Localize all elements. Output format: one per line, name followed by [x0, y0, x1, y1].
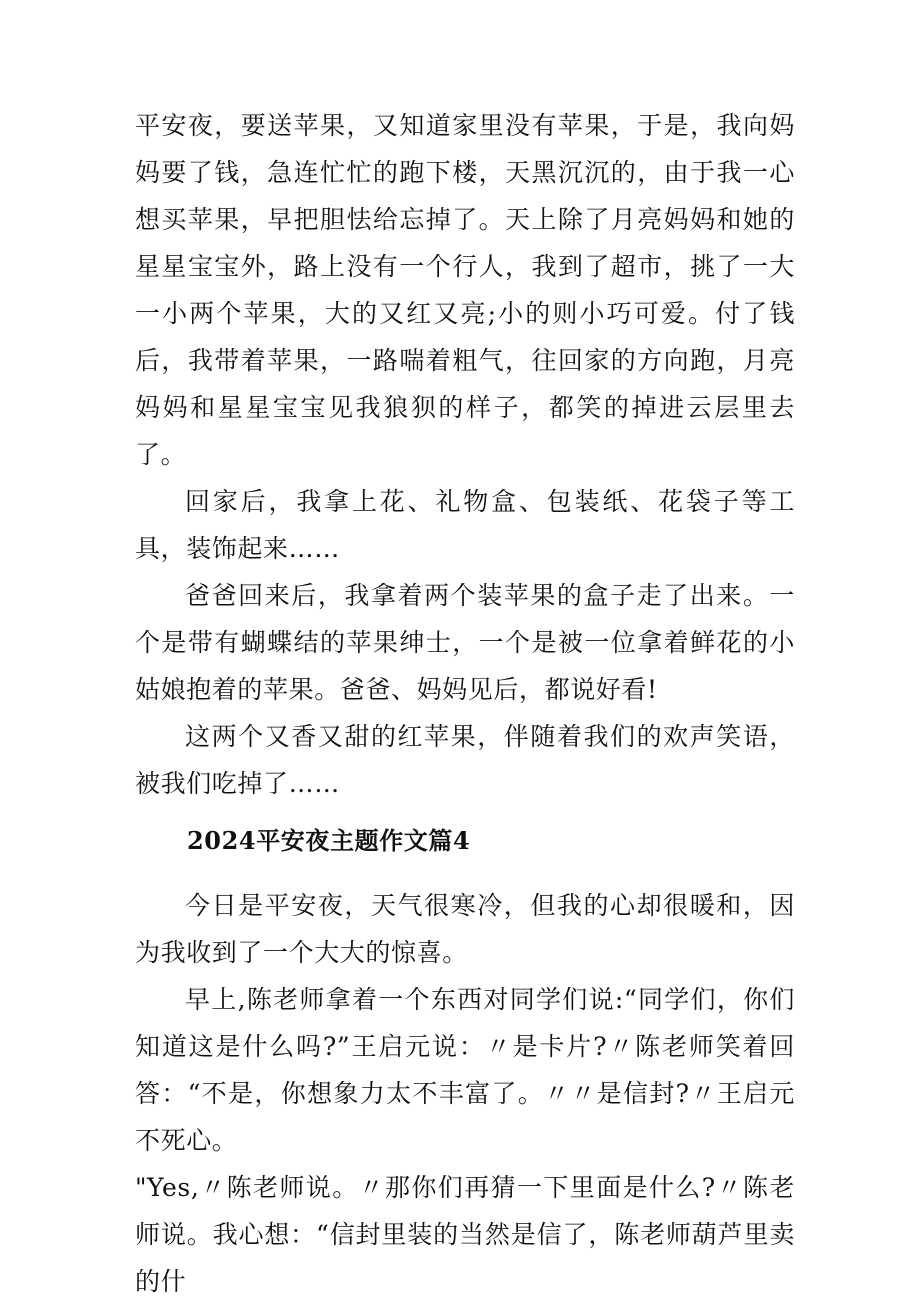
- paragraph: 回家后，我拿上花、礼物盒、包装纸、花袋子等工具，装饰起来……: [135, 487, 795, 563]
- document-body: [135, 102, 795, 1305]
- paragraph: 爸爸回来后，我拿着两个装苹果的盒子走了出来。一个是带有蝴蝶结的苹果绅士，一个是被一位拿着鲜花的小姑娘抱着的苹果。爸爸、妈妈见后，都说好看!: [135, 581, 795, 704]
- paragraph: 平安夜，要送苹果，又知道家里没有苹果，于是，我向妈妈要了钱，急连忙忙的跑下楼，天黑沉沉的，由于我一心想买苹果，早把胆怯给忘掉了。天上除了月亮妈妈和她的星星宝宝外，路上没有一个行人，我到了超市，挑了一大一小两个苹果，大的又红又亮;小的则小巧可爱。付了钱后，我带着苹果，一路喘着粗气，往回家的方向跑，月亮妈妈和星星宝宝见我狼狈的样子，都笑的掉进云层里去了。: [135, 111, 795, 469]
- paragraph: 早上,陈老师拿着一个东西对同学们说:“同学们，你们知道这是什么吗?”王启元说：〃是卡片?〃陈老师笑着回答：“不是，你想象力太不丰富了。〃〃是信封?〃王启元不死心。: [135, 985, 795, 1155]
- paragraph: "Yes,〃陈老师说。〃那你们再猜一下里面是什么?〃陈老师说。我心想：“信封里装的当然是信了，陈老师葫芦里卖的什: [135, 1173, 795, 1296]
- paragraph: 这两个又香又甜的红苹果，伴随着我们的欢声笑语，被我们吃掉了……: [135, 722, 795, 798]
- section-heading: 2024平安夜主题作文篇4: [187, 826, 471, 855]
- paragraph: 今日是平安夜，天气很寒冷，但我的心却很暖和，因为我收到了一个大大的惊喜。: [135, 891, 795, 967]
